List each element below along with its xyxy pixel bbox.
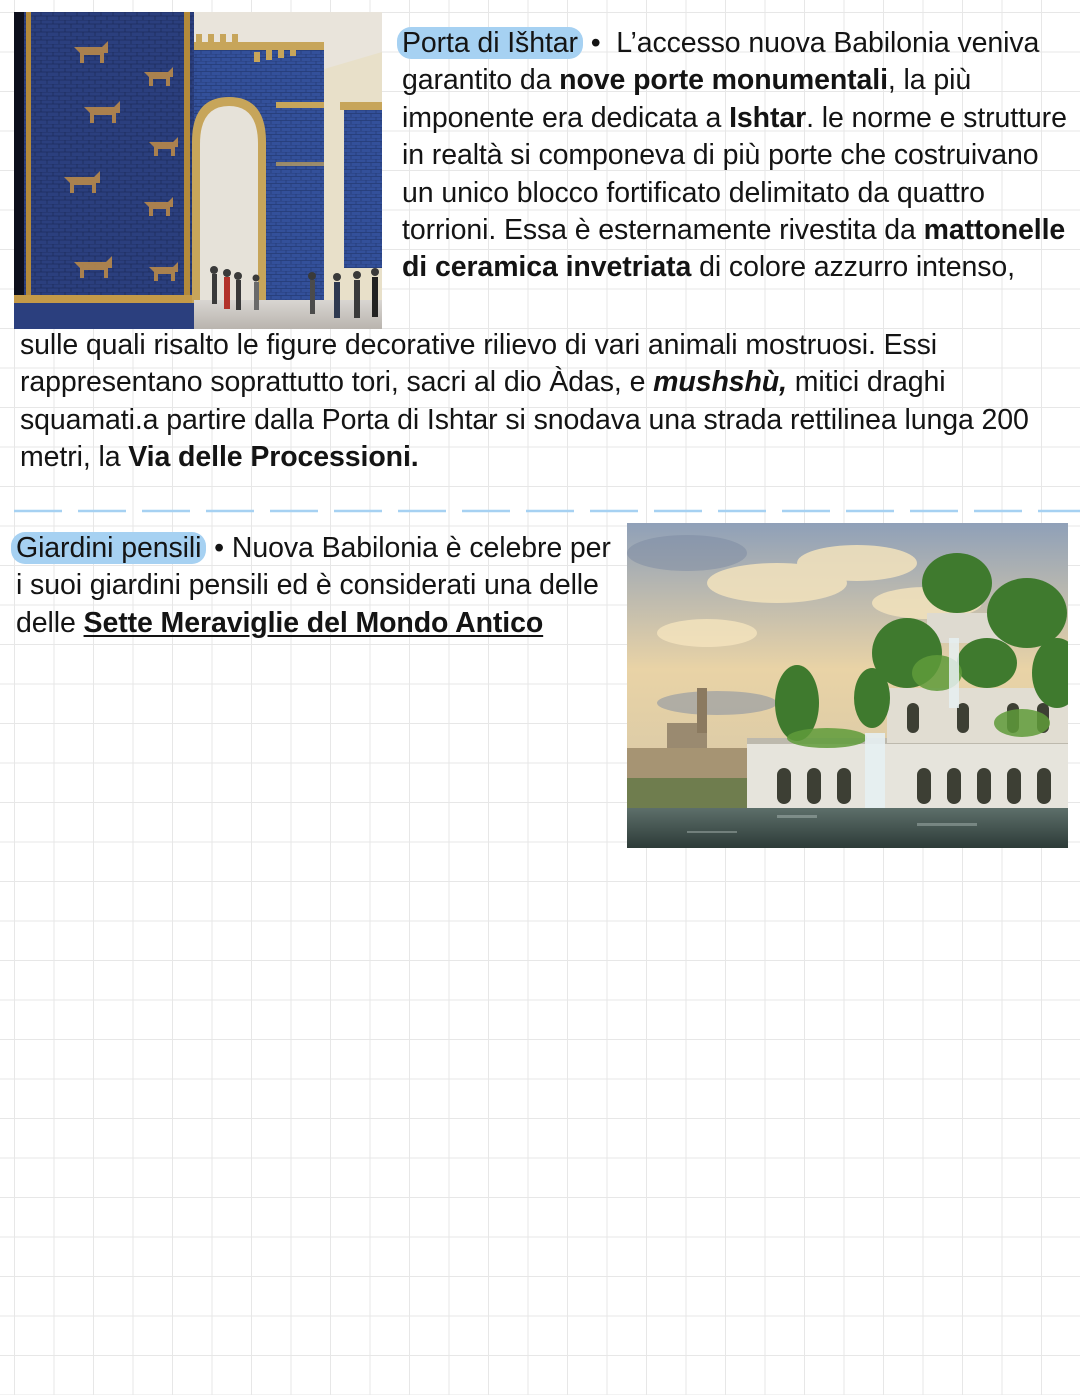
ishtar-text-1: L’accesso nuova Babilonia veniva garantito da	[402, 27, 1040, 97]
ishtar-text-3: . le norme e strutture in realtà si componeva di più porte che costruivano un unico blocco fortificato delimitato da quattro torrioni. Essa è esternamente rivestita da	[402, 101, 1067, 247]
ishtar-paragraph-bottom	[20, 327, 1080, 477]
hanging-gardens-illustration	[627, 523, 1068, 848]
giardini-paragraph	[16, 530, 616, 642]
giardini-heading: Giardini pensili	[11, 532, 206, 564]
bullet: •	[590, 27, 601, 59]
section-divider	[14, 508, 1080, 514]
giardini-bold-sette-meraviglie: Sette Meraviglie del Mondo Antico	[83, 606, 544, 639]
ishtar-text-5: sulle quali risalto le figure decorative rilievo di vari animali mostruosi. Essi rappresentano soprattutto tori, sacri al dio Àdas, e	[20, 329, 938, 399]
ishtar-bold-tiles: mattonelle di ceramica invetriata	[402, 214, 1066, 284]
ishtar-text-6: mitici draghi squamati.a partire dalla Porta di Ishtar si snodava una strada rettilinea lunga 200 metri, la	[20, 366, 1029, 474]
ishtar-bold-italic-mushshu: mushshù,	[653, 366, 787, 399]
giardini-text-1: Nuova Babilonia è celebre per i suoi giardini pensili ed è considerati una delle delle	[16, 532, 611, 639]
bullet: •	[214, 532, 225, 564]
ishtar-text-2: , la più imponente era dedicata a	[402, 64, 972, 134]
ishtar-bold-nine-gates: nove porte monumentali	[559, 64, 888, 97]
ishtar-gate-photo	[14, 12, 382, 329]
ishtar-bold-via-processioni: Via delle Processioni.	[128, 441, 419, 474]
ishtar-text-4: di colore azzurro intenso,	[691, 251, 1015, 284]
ishtar-paragraph-top	[402, 25, 1072, 287]
ishtar-bold-ishtar: Ishtar	[729, 101, 807, 134]
ishtar-heading: Porta di Išhtar	[397, 27, 583, 59]
